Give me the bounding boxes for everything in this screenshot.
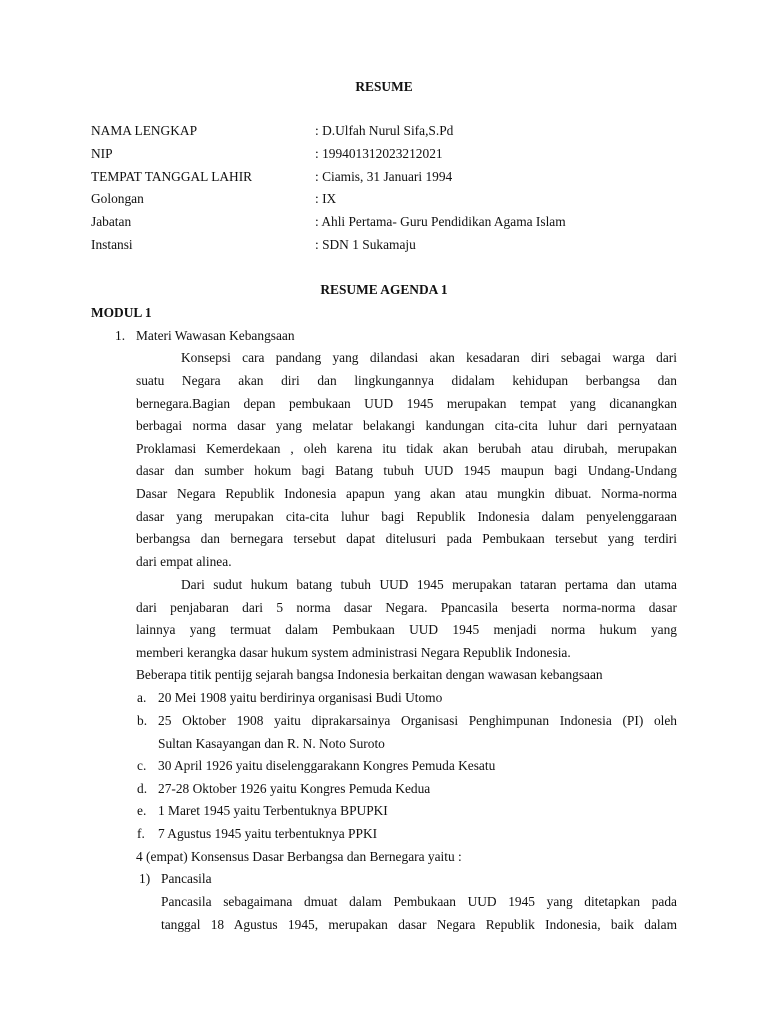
list-letter: c. (137, 758, 147, 773)
identity-value: : D.Ulfah Nurul Sifa,S.Pd (315, 123, 454, 138)
identity-label: Instansi (91, 237, 133, 252)
paragraph-line: dasar dan sumber hokum bagi Batang tubuh UUD 1945 maupun bagi Undang-Undang (136, 463, 677, 478)
list-letter: e. (137, 803, 147, 818)
identity-value: : 199401312023212021 (315, 146, 443, 161)
identity-label: NIP (91, 146, 113, 161)
list-item-text: 30 April 1926 yaitu diselenggarakann Kongres Pemuda Kesatu (158, 758, 496, 773)
paragraph-line: bernegara.Bagian depan pembukaan UUD 1945 merupakan tempat yang dicanangkan (136, 396, 677, 411)
paragraph-line: suatu Negara akan diri dan lingkungannya didalam kehidupan berbangsa dan (136, 373, 677, 388)
document-title: RESUME (355, 79, 413, 94)
list-letter: a. (137, 690, 147, 705)
paragraph-line: tanggal 18 Agustus 1945, merupakan dasar Negara Republik Indonesia, baik dalam (161, 917, 677, 932)
paragraph-line: memberi kerangka dasar hukum system administrasi Negara Republik Indonesia. (136, 645, 571, 660)
identity-value: : Ciamis, 31 Januari 1994 (315, 169, 453, 184)
list-letter: b. (137, 713, 148, 728)
list-item-text: 1 Maret 1945 yaitu Terbentuknya BPUPKI (158, 803, 388, 818)
identity-value: : Ahli Pertama- Guru Pendidikan Agama Islam (315, 214, 566, 229)
identity-label: Jabatan (91, 214, 132, 229)
identity-value: : SDN 1 Sukamaju (315, 237, 416, 252)
paragraph-line: dasar yang merupakan cita-cita luhur bagi Republik Indonesia dalam penyelenggaraan (136, 509, 677, 524)
list-item-text: Sultan Kasayangan dan R. N. Noto Suroto (158, 736, 385, 751)
paragraph-line: Pancasila sebagaimana dmuat dalam Pembukaan UUD 1945 yang ditetapkan pada (161, 894, 677, 909)
paragraph-line: Konsepsi cara pandang yang dilandasi akan kesadaran diri sebagai warga dari (181, 350, 677, 365)
modul-title: MODUL 1 (91, 305, 152, 320)
identity-label: Golongan (91, 191, 144, 206)
paragraph-line: dari penjabaran dari 5 norma dasar Negara. Ppancasila beserta norma-norma dasar (136, 600, 677, 615)
list-item-text: Materi Wawasan Kebangsaan (136, 328, 295, 343)
paragraph-line: lainnya yang termuat dalam Pembukaan UUD 1945 menjadi norma hukum yang (136, 622, 677, 637)
list-item-text: 27-28 Oktober 1926 yaitu Kongres Pemuda Kedua (158, 781, 431, 796)
identity-label: NAMA LENGKAP (91, 123, 198, 138)
consensus-intro: 4 (empat) Konsensus Dasar Berbangsa dan Bernegara yaitu : (136, 849, 462, 864)
paragraph-line: Dari sudut hukum batang tubuh UUD 1945 merupakan tataran pertama dan utama (181, 577, 677, 592)
list-letter: d. (137, 781, 148, 796)
list-item-text: Pancasila (161, 871, 212, 886)
paragraph-line: dari empat alinea. (136, 554, 232, 569)
list-letter: f. (137, 826, 145, 841)
identity-label: TEMPAT TANGGAL LAHIR (91, 169, 253, 184)
list-item-text: 25 Oktober 1908 yaitu diprakarsainya Organisasi Penghimpunan Indonesia (PI) oleh (158, 713, 677, 728)
paragraph-line: berbangsa dan bernegara tersebut dapat ditelusuri pada Pembukaan tersebut yang terdiri (136, 531, 677, 546)
history-intro: Beberapa titik pentijg sejarah bangsa Indonesia berkaitan dengan wawasan kebangsaan (136, 667, 603, 682)
list-number: 1) (139, 871, 151, 886)
identity-value: : IX (315, 191, 337, 206)
paragraph-line: Dasar Negara Republik Indonesia apapun yang akan atau mungkin dibuat. Norma-norma (136, 486, 677, 501)
list-item-text: 7 Agustus 1945 yaitu terbentuknya PPKI (158, 826, 378, 841)
list-item-text: 20 Mei 1908 yaitu berdirinya organisasi Budi Utomo (158, 690, 443, 705)
list-number: 1. (115, 328, 126, 343)
paragraph-line: berbagai norma dasar yang melatar belakangi kandungan cita-cita luhur dari pernyataan (136, 418, 677, 433)
agenda-title: RESUME AGENDA 1 (320, 282, 448, 297)
paragraph-line: Proklamasi Kemerdekaan , oleh karena itu tidak akan berubah atau dirubah, merupakan (136, 441, 677, 456)
